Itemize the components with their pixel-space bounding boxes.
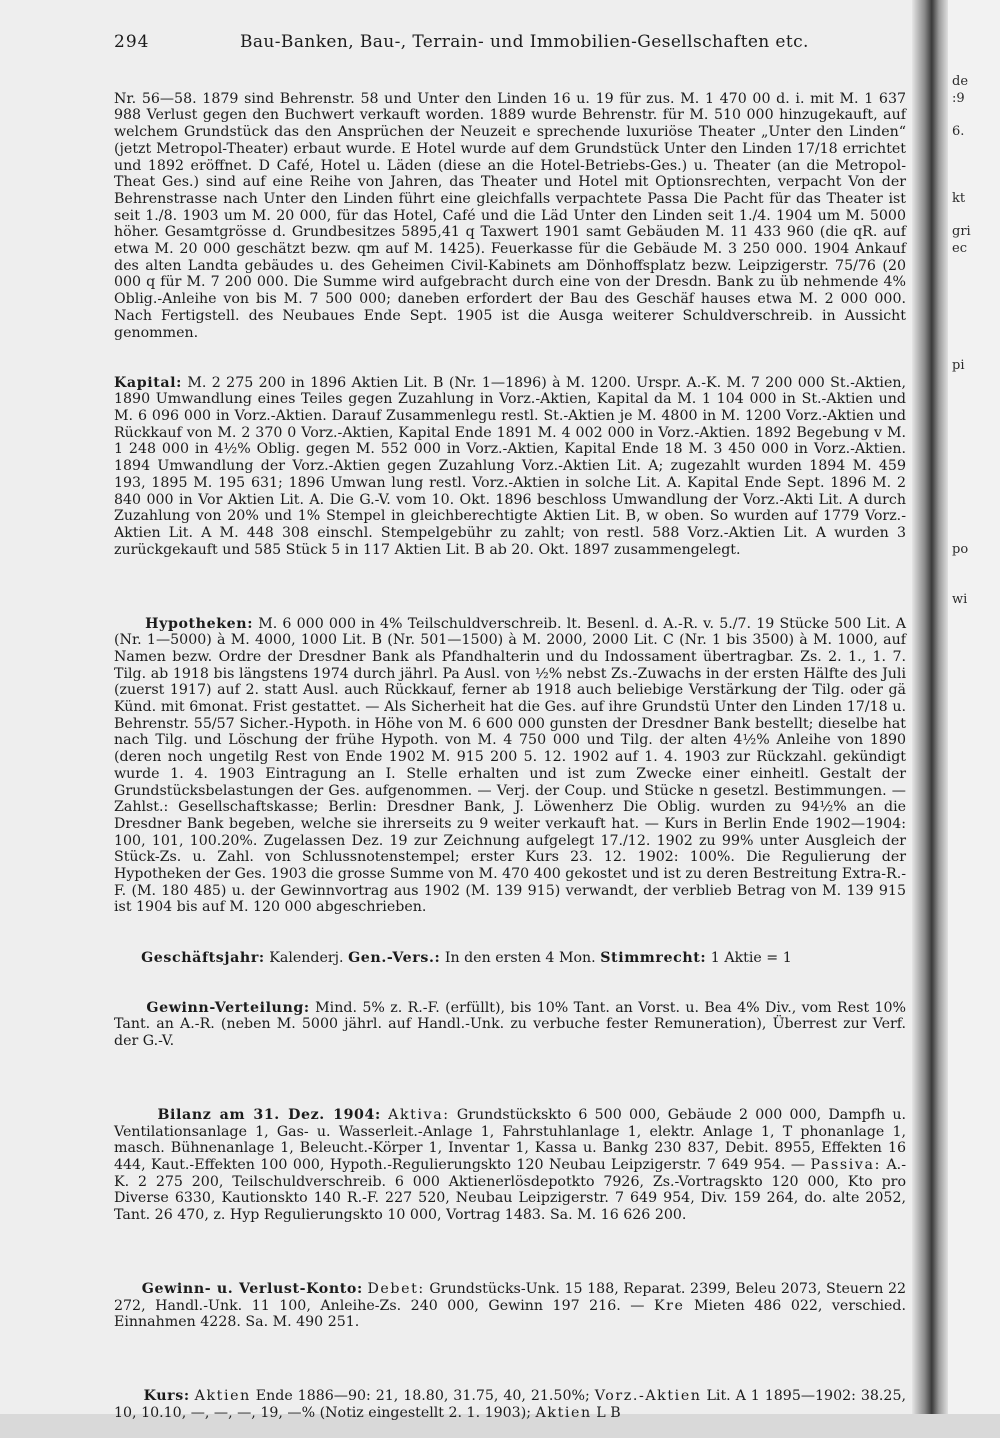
kurs-paragraph — [114, 1388, 906, 1421]
guv-paragraph — [114, 1281, 906, 1331]
kurs-vorz-label: Vorz.-Aktien — [594, 1388, 702, 1405]
genvers-text: In den ersten 4 Mon. — [444, 949, 596, 966]
bilanz-passiva-text: A.-K. 2 275 200, Teilschuldverschreib. 6 000 Aktienerlösdepotkto 7926, Zs.-Vortragskto 120 000, Kto pro Diverse 6330, Kautionskto 140 R.-F. 227 520, Neubau Leipzigerstr. 7 649 954, Div. 159 264, do. alte 2052, Tant. 26 470, z. Hyp Regulierungskto 10 000, Vortrag 1483. Sa. M. 16 626 200. — [114, 1157, 906, 1224]
kapital-paragraph — [114, 375, 906, 559]
gewinnverteilung-label: Gewinn-Verteilung: — [146, 999, 310, 1016]
hypotheken-paragraph — [114, 616, 906, 917]
kurs-aktien2-label: Aktien — [535, 1404, 592, 1421]
guv-kredit-label: Kre — [653, 1297, 685, 1314]
facing-page-fragments: de :9 6. kt gri ec pi po wi — [952, 74, 971, 607]
kurs-tail: L B — [596, 1404, 621, 1421]
hypotheken-text: M. 6 000 000 in 4% Teilschuldverschreib. lt. Besenl. d. A.-R. v. 5./7. 19 Stücke 500 Lit. A (Nr. 1—5000) à M. 4000, 1000 Lit. B (Nr. 501—1500) à M. 2000, 2000 Lit. C (Nr. 1 bis 3500) à M. 1000, auf Namen bezw. Ordre der Dresdner Bank als Pfandhalterin und du Indossament übertragbar. Zs. 2. 1., 1. 7. Tilg. ab 1918 bis längstens 1974 durch jährl. Pa Ausl. von ½% nebst Zs.-Zuwachs in der ersten Hälfte des Juli (zuerst 1917) auf 2. statt Ausl. auch Rückkauf, ferner ab 1918 auch beliebige Verstärkung der Tilg. oder gä Künd. mit 6monat. Frist gestattet. — Als Sicherheit hat die Ges. auf ihre Grundstü Unter den Linden 17/18 u. Behrenstr. 55/57 Sicher.-Hypoth. in Höhe von M. 6 600 000 gunsten der Dresdner Bank bestellt; dieselbe hat nach Tilg. und Löschung der frühe Hypoth. von M. 4 750 000 und Tilg. der alten 4½% Anleihe von 1890 (deren noch ungetilg Rest von Ende 1902 M. 915 200 5. 12. 1902 auf 1. 4. 1903 zur Rückzahl. gekündigt wurde 1. 4. 1903 Eintragung an I. Stelle erhalten und ist zum Zwecke einer einheitl. Gestalt der Grundstücksbelastungen der Ges. aufgenommen. — Verj. der Coup. und Stücke n gesetzl. Bestimmungen. — Zahlst.: Gesellschaftskasse; Berlin: Dresdner Bank, J. Löwenherz Die Oblig. wurden zu 94½% an die Dresdner Bank begeben, welche sie ihrerseits zu 9 weiter verkauft hat. — Kurs in Berlin Ende 1902—1904: 100, 101, 100.20%. Zugelassen Dez. 19 zur Zeichnung aufgelegt 17./12. 1902 zu 99% unter Ausgleich der Stück-Zs. u. Zahl. von Schlussnotenstempel; erster Kurs 23. 12. 1902: 100%. Die Regulierung der Hypotheken der Ges. 1903 die grosse Summe von M. 470 400 gekostet und ist zu deren Bestreitung Extra-R.-F. (M. 180 485) u. der Gewinnvortrag aus 1902 (M. 139 915) verwandt, der verblieb Betrag von M. 139 915 ist 1904 bis auf M. 120 000 abgeschrieben. — [114, 615, 906, 916]
geschaeftsjahr-text: Kalenderj. — [269, 949, 344, 966]
guv-debet-label: Debet: — [367, 1280, 425, 1297]
guv-label: Gewinn- u. Verlust-Konto: — [141, 1280, 363, 1297]
page-number: 294 — [114, 32, 150, 52]
guv-debet-text: Grundstücks-Unk. 15 188, Reparat. 2399, Beleu 2073, Steuern 22 272, Handl.-Unk. 11 100, Anleihe-Zs. 240 000, Gewinn 197 216. — — [114, 1280, 907, 1314]
article-body — [114, 74, 907, 1421]
page-header — [114, 30, 904, 60]
bilanz-aktiva-label: Aktiva: — [388, 1106, 450, 1123]
gewinnverteilung-paragraph — [114, 1000, 906, 1050]
bilanz-passiva-label: Passiva: — [810, 1157, 881, 1173]
geschaeftsjahr-paragraph — [114, 950, 906, 967]
guv-kredit-text: Mieten 486 022, verschied. Einnahmen 4228. Sa. M. 490 251. — [114, 1297, 906, 1331]
kurs-label: Kurs: — [143, 1388, 190, 1405]
kurs-text: Ende 1886—90: 21, 18.80, 31.75, 40, 21.50%; — [255, 1388, 590, 1405]
genvers-label: Gen.-Vers.: — [348, 949, 441, 966]
gewinnverteilung-text: Mind. 5% z. R.-F. (erfüllt), bis 10% Tant. an Vorst. u. Bea 4% Div., vom Rest 10% Tant. an A.-R. (neben M. 5000 jährl. auf Handl.-Unk. zu verbuche fester Remuneration), Überrest zur Verf. der G.-V. — [114, 999, 907, 1050]
bilanz-aktiva-text: Grundstückskto 6 500 000, Gebäude 2 000 000, Dampfh u. Ventilationsanlage 1, Gas- u. Wasserleit.-Anlage 1, Fahrstuhlanlage 1, elektr. Anlage 1, T phonanlage 1, masch. Bühnenanlage 1, Beleucht.-Körper 1, Inventar 1, Kassa u. Bankg 230 837, Debit. 8955, Effekten 16 444, Kaut.-Effekten 100 000, Hypoth.-Regulierungskto 120 Neubau Leipzigerstr. 7 649 954. — — [114, 1106, 907, 1173]
running-title: Bau-Banken, Bau-, Terrain- und Immobilien-Gesellschaften etc. — [240, 32, 809, 52]
bilanz-paragraph — [114, 1107, 906, 1224]
stimmrecht-label: Stimmrecht: — [600, 949, 707, 966]
bilanz-label: Bilanz am 31. Dez. 1904: — [157, 1106, 381, 1123]
kurs-aktien-label: Aktien — [194, 1388, 251, 1405]
kurs-vorz-text: Lit. A 1 1895—1902: 38.25, 10, 10.10, —, —, —, 19, —% (Notiz eingestellt 2. 1. 1903); — [114, 1388, 906, 1421]
hypotheken-label: Hypotheken: — [145, 615, 254, 632]
kapital-text: M. 2 275 200 in 1896 Aktien Lit. B (Nr. 1—1896) à M. 1200. Urspr. A.-K. M. 7 200 000 St.-Aktien, 1890 Umwandlung eines Teiles gegen Zuzahlung in Vorz.-Aktien, Kapital da M. 1 104 000 in St.-Aktien und M. 6 096 000 in Vorz.-Aktien. Darauf Zusammenlegu restl. St.-Aktien je M. 4800 in M. 1200 Vorz.-Aktien und Rückkauf von M. 2 370 0 Vorz.-Aktien, Kapital Ende 1891 M. 4 002 000 in Vorz.-Aktien. 1892 Begebung v M. 1 248 000 in 4½% Oblig. gegen M. 552 000 in Vorz.-Aktien, Kapital Ende 18 M. 3 450 000 in Vorz.-Aktien. 1894 Umwandlung der Vorz.-Aktien gegen Zuzahlung Vorz.-Aktien Lit. A; zugezahlt wurden 1894 M. 459 193, 1895 M. 195 631; 1896 Umwan lung restl. Vorz.-Aktien in solche Lit. A. Kapital Ende Sept. 1896 M. 2 840 000 in Vor Aktien Lit. A. Die G.-V. vom 10. Okt. 1896 beschloss Umwandlung der Vorz.-Akti Lit. A durch Zuzahlung von 20% und 1% Stempel in gleichberechtigte Aktien Lit. B, w oben. So wurden auf 1779 Vorz.-Aktien Lit. A M. 448 308 einschl. Stempelgebühr zu zahlt; von restl. 588 Vorz.-Aktien Lit. A wurden 3 zurückgekauft und 585 Stück 5 in 117 Aktien Lit. B ab 20. Okt. 1897 zusammengelegt. — [114, 374, 907, 558]
intro-paragraph: Nr. 56—58. 1879 sind Behrenstr. 58 und Unter den Linden 16 u. 19 für zus. M. 1 470 00 d. i. mit M. 1 637 988 Verlust gegen den Buchwert verkauft worden. 1889 wurde Behrenstr. für M. 510 000 hinzugekauft, auf welchem Grundstück das den Ansprüchen der Neuzeit e sprechende luxuriöse Theater „Unter den Linden“ (jetzt Metropol-Theater) erbaut wurde. E Hotel wurde auf dem Grundstück Unter den Linden 17/18 errichtet und 1892 eröffnet. D Café, Hotel u. Läden (diese an die Hotel-Betriebs-Ges.) u. Theater (an die Metropol-Theat Ges.) sind auf eine Reihe von Jahren, das Theater und Hotel mit Optionsrechten, verpacht Von der Behrenstrasse nach Unter den Linden führt eine gleichfalls verpachtete Passa Die Pacht für das Theater ist seit 1./8. 1903 um M. 20 000, für das Hotel, Café und die Läd Unter den Linden seit 1./4. 1904 um M. 5000 höher. Gesamtgrösse d. Grundbesitzes 5895,41 q Taxwert 1901 samt Gebäuden M. 11 433 960 (die qR. auf etwa M. 20 000 geschätzt bezw. qm auf M. 1425). Feuerkasse für die Gebäude M. 3 250 000. 1904 Ankauf des alten Landta gebäudes u. des Geheimen Civil-Kabinets am Dönhoffsplatz bezw. Leipzigerstr. 75/76 (20 000 q für M. 7 200 000. Die Summe wird aufgebracht durch eine von der Dresdn. Bank zu üb nehmende 4% Oblig.-Anleihe von bis M. 7 500 000; daneben erfordert der Bau des Geschäf hauses etwa M. 2 000 000. Nach Fertigstell. des Neubaues Ende Sept. 1905 ist die Ausga weiterer Schuldverschreib. in Aussicht genommen. — [114, 90, 906, 341]
stimmrecht-text: 1 Aktie = 1 — [710, 949, 792, 966]
geschaeftsjahr-label: Geschäftsjahr: — [141, 949, 265, 966]
book-gutter — [912, 0, 948, 1414]
kapital-label: Kapital: — [114, 374, 183, 391]
